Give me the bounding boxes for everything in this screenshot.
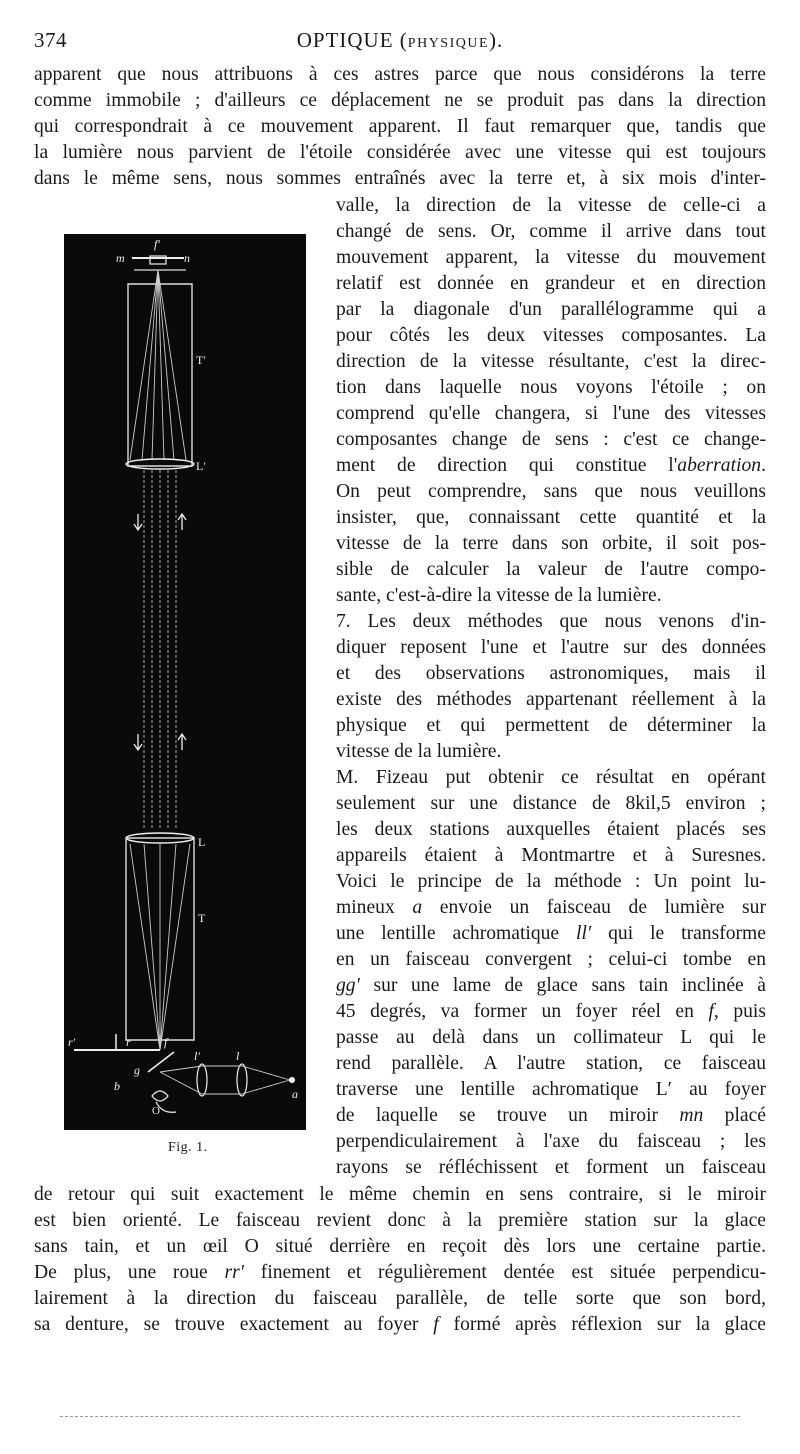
page-number: 374 xyxy=(34,28,67,52)
light-source-a xyxy=(289,1077,295,1083)
text-line: perpendiculairement à l'axe du faisceau ; les xyxy=(336,1131,766,1152)
text-line: de retour qui suit exactement le même chemin en sens contraire, si le miroir xyxy=(34,1184,766,1205)
text-line: comprend qu'elle changera, si l'une des vitesses xyxy=(336,403,766,424)
text-line: tion dans laquelle nous voyons l'étoile ; on xyxy=(336,377,766,398)
label-T-prime: T′ xyxy=(196,353,206,367)
text-line: qui correspondrait à ce mouvement apparent. Il faut remarquer que, tandis que xyxy=(34,116,766,137)
text-line: la lumière nous parvient de l'étoile considérée avec une vitesse qui est toujours xyxy=(34,142,766,163)
title-small-caps: PHYSIQUE xyxy=(407,36,490,51)
label-n: n xyxy=(184,251,190,265)
var-mn: mn xyxy=(679,1105,704,1126)
term-aberration: aberration xyxy=(677,455,762,476)
text-line: mouvement apparent, la vitesse du mouvement xyxy=(336,247,766,268)
fizeau-diagram xyxy=(64,234,306,1130)
text-line: dans le même sens, nous sommes entraînés avec la terre et, à six mois d'inter- xyxy=(34,168,766,189)
text-segment: envoie un faisceau de lumière sur xyxy=(422,897,766,918)
label-L-prime: L′ xyxy=(196,459,206,473)
text-line: par la diagonale d'un parallélogramme qui a xyxy=(336,299,766,320)
var-f: f xyxy=(708,1001,714,1022)
text-line: rayons se réfléchissent et forment un faisceau xyxy=(336,1157,766,1178)
text-line: composantes change de sens : c'est ce change- xyxy=(336,429,766,450)
var-ll: ll′ xyxy=(576,923,592,944)
label-l: l xyxy=(236,1049,240,1063)
text-line: sans tain, et un œil O situé derrière en reçoit dès lors une certaine partie. xyxy=(34,1236,766,1257)
text-line: passe au delà dans un collimateur L qui le xyxy=(336,1027,766,1048)
title-main: OPTIQUE ( xyxy=(296,28,408,52)
text-segment: sa denture, se trouve exactement au foyer xyxy=(34,1314,419,1335)
text-line: est bien orienté. Le faisceau revient donc à la première station sur la glace xyxy=(34,1210,766,1231)
text-line xyxy=(336,999,766,1025)
text-segment: mineux xyxy=(336,897,395,918)
text-line: lairement à la direction du faisceau parallèle, de telle sorte que son bord, xyxy=(34,1288,766,1309)
text-segment: , puis xyxy=(713,1001,766,1022)
label-g: g xyxy=(134,1063,140,1077)
label-r: r xyxy=(126,1035,131,1049)
text-line: seulement sur une distance de 8kil,5 environ ; xyxy=(336,793,766,814)
text-line xyxy=(34,1312,766,1338)
text-line xyxy=(336,973,766,999)
text-line xyxy=(336,895,766,921)
text-segment: de laquelle se trouve un miroir xyxy=(336,1105,659,1126)
text-line xyxy=(336,453,766,479)
text-line: existe des méthodes appartenant réellement à la xyxy=(336,689,766,710)
label-L: L xyxy=(198,835,206,849)
label-m: m xyxy=(116,251,125,265)
text-line: direction de la vitesse résultante, c'est la direc- xyxy=(336,351,766,372)
text-line: Voici le principe de la méthode : Un point lu- xyxy=(336,871,766,892)
var-rr: rr′ xyxy=(224,1262,245,1283)
text-line: traverse une lentille achromatique L′ au foyer xyxy=(336,1079,766,1100)
label-a: a xyxy=(292,1087,298,1101)
text-segment: une lentille achromatique xyxy=(336,923,560,944)
text-line: pour côtés les deux vitesses composantes. La xyxy=(336,325,766,346)
figure-caption: Fig. 1. xyxy=(168,1140,208,1155)
figure-fizeau-apparatus xyxy=(64,234,306,1130)
text-line: M. Fizeau put obtenir ce résultat en opérant xyxy=(336,767,766,788)
text-line: sante, c'est-à-dire la vitesse de la lumière. xyxy=(336,585,662,606)
label-T: T xyxy=(198,911,206,925)
text-line: vitesse de la lumière. xyxy=(336,741,502,762)
text-line: valle, la direction de la vitesse de celle-ci a xyxy=(336,195,766,216)
label-f-prime: f′ xyxy=(154,237,160,251)
text-line: changé de sens. Or, comme il arrive dans tout xyxy=(336,221,766,242)
text-line: vitesse de la terre dans son orbite, il soit pos- xyxy=(336,533,766,554)
text-line: insister, que, connaissant cette quantité et la xyxy=(336,507,766,528)
text-line: 7. Les deux méthodes que nous venons d'in- xyxy=(336,611,766,632)
text-line: apparent que nous attribuons à ces astres parce que nous considérons la terre xyxy=(34,64,766,85)
text-segment: qui le transforme xyxy=(591,923,766,944)
var-f: f xyxy=(433,1314,439,1335)
text-segment: sur une lame de glace sans tain inclinée à xyxy=(373,975,766,996)
label-f: f xyxy=(164,1035,168,1049)
running-title xyxy=(34,28,766,53)
text-segment: 45 degrés, va former un foyer réel en xyxy=(336,1001,694,1022)
var-a: a xyxy=(412,897,423,918)
label-l-prime: l′ xyxy=(194,1049,200,1063)
footer-rule xyxy=(60,1416,740,1417)
label-r-prime: r′ xyxy=(68,1035,76,1049)
text-line: les deux stations auxquelles étaient placés ses xyxy=(336,819,766,840)
text-segment: finement et régulièrement dentée est située perpendicu- xyxy=(244,1262,766,1283)
text-line: et des observations astronomiques, mais il xyxy=(336,663,766,684)
text-segment: . xyxy=(761,455,766,476)
label-O: O xyxy=(152,1105,160,1117)
text-line xyxy=(34,1260,766,1286)
var-gg: gg′ xyxy=(336,975,360,996)
text-line: sible de calculer la valeur de l'autre compo- xyxy=(336,559,766,580)
text-line: physique et qui permettent de déterminer la xyxy=(336,715,766,736)
text-line: On peut comprendre, sans que nous veuillons xyxy=(336,481,766,502)
text-segment: ment de direction qui constitue l' xyxy=(336,455,678,476)
text-line: rend parallèle. A l'autre station, ce faisceau xyxy=(336,1053,766,1074)
text-line: en un faisceau convergent ; celui-ci tombe en xyxy=(336,949,766,970)
text-line: relatif est donnée en grandeur et en direction xyxy=(336,273,766,294)
text-line: comme immobile ; d'ailleurs ce déplacement ne se produit pas dans la direction xyxy=(34,90,766,111)
figure-background xyxy=(64,234,306,1130)
running-header xyxy=(34,28,766,58)
text-line: appareils étaient à Montmartre et à Suresnes. xyxy=(336,845,766,866)
text-line: diquer reposent l'une et l'autre sur des données xyxy=(336,637,766,658)
text-segment: placé xyxy=(703,1105,766,1126)
text-line xyxy=(336,921,766,947)
text-segment: formé après réflexion sur la glace xyxy=(438,1314,767,1335)
title-end: ). xyxy=(489,28,504,52)
text-segment: De plus, une roue xyxy=(34,1262,208,1283)
text-line xyxy=(336,1103,766,1129)
label-b: b xyxy=(114,1079,120,1093)
